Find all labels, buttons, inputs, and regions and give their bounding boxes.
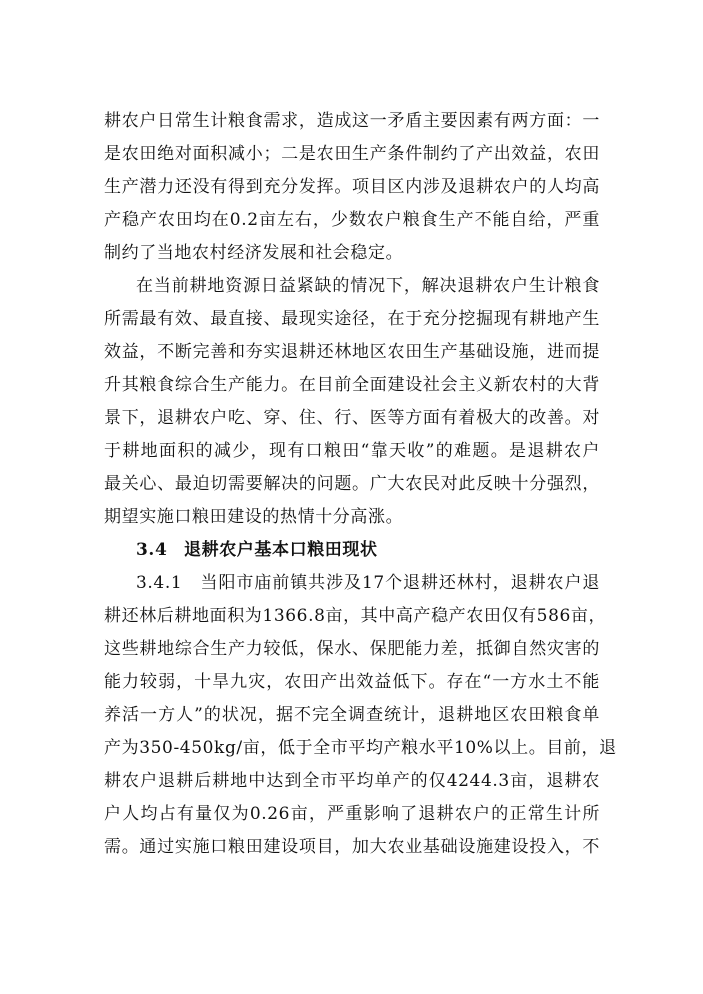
section-number: 3.4	[136, 540, 168, 560]
paragraph-2-line-8: 期望实施口粮田建设的热情十分高涨。	[104, 507, 404, 527]
paragraph-3-line-7: 耕农户退耕后耕地中达到全市平均单产的仅4244.3亩，退耕农	[104, 771, 600, 791]
paragraph-3-line-8: 户人均占有量仅为0.26亩，严重影响了退耕农户的正常生计所	[104, 804, 600, 824]
section-title: 退耕农户基本口粮田现状	[184, 540, 378, 560]
paragraph-1-line-2: 是农田绝对面积减小；二是农田生产条件制约了产出效益，农田	[104, 144, 600, 164]
paragraph-3-line-4: 能力较弱，十旱九灾，农田产出效益低下。存在“一方水土不能	[104, 672, 600, 692]
paragraph-1-line-1: 耕农户日常生计粮食需求，造成这一矛盾主要因素有两方面：一	[104, 111, 600, 131]
paragraph-2-line-1: 在当前耕地资源日益紧缺的情况下，解决退耕农户生计粮食	[136, 276, 600, 296]
paragraph-1-line-4: 产稳产农田均在0.2亩左右，少数农户粮食生产不能自给，严重	[104, 210, 600, 230]
paragraph-3-line-5: 养活一方人”的状况，据不完全调查统计，退耕地区农田粮食单	[104, 705, 600, 725]
paragraph-3-line-9: 需。通过实施口粮田建设项目，加大农业基础设施建设投入，不	[104, 837, 600, 857]
paragraph-1-line-3: 生产潜力还没有得到充分发挥。项目区内涉及退耕农户的人均高	[104, 177, 600, 197]
paragraph-3-line-6: 产为350-450kg/亩，低于全市平均产粮水平10%以上。目前，退	[104, 738, 617, 758]
section-heading	[136, 540, 378, 560]
paragraph-2-line-5: 景下，退耕农户吃、穿、住、行、医等方面有着极大的改善。对	[104, 408, 600, 428]
paragraph-2-line-6: 于耕地面积的减少，现有口粮田“靠天收”的难题。是退耕农户	[104, 441, 600, 461]
paragraph-2-line-7: 最关心、最迫切需要解决的问题。广大农民对此反映十分强烈，	[104, 474, 600, 494]
paragraph-2-line-3: 效益，不断完善和夯实退耕还林地区农田生产基础设施，进而提	[104, 342, 600, 362]
paragraph-3-line-2: 耕还林后耕地面积为1366.8亩，其中高产稳产农田仅有586亩，	[104, 606, 607, 626]
paragraph-3-line-3: 这些耕地综合生产力较低，保水、保肥能力差，抵御自然灾害的	[104, 639, 600, 659]
paragraph-2-line-4: 升其粮食综合生产能力。在目前全面建设社会主义新农村的大背	[104, 375, 600, 395]
paragraph-2-line-2: 所需最有效、最直接、最现实途径，在于充分挖掘现有耕地产生	[104, 309, 600, 329]
paragraph-1-line-5: 制约了当地农村经济发展和社会稳定。	[104, 243, 404, 263]
paragraph-3-line-1: 3.4.1 当阳市庙前镇共涉及17个退耕还林村，退耕农户退	[136, 573, 600, 593]
